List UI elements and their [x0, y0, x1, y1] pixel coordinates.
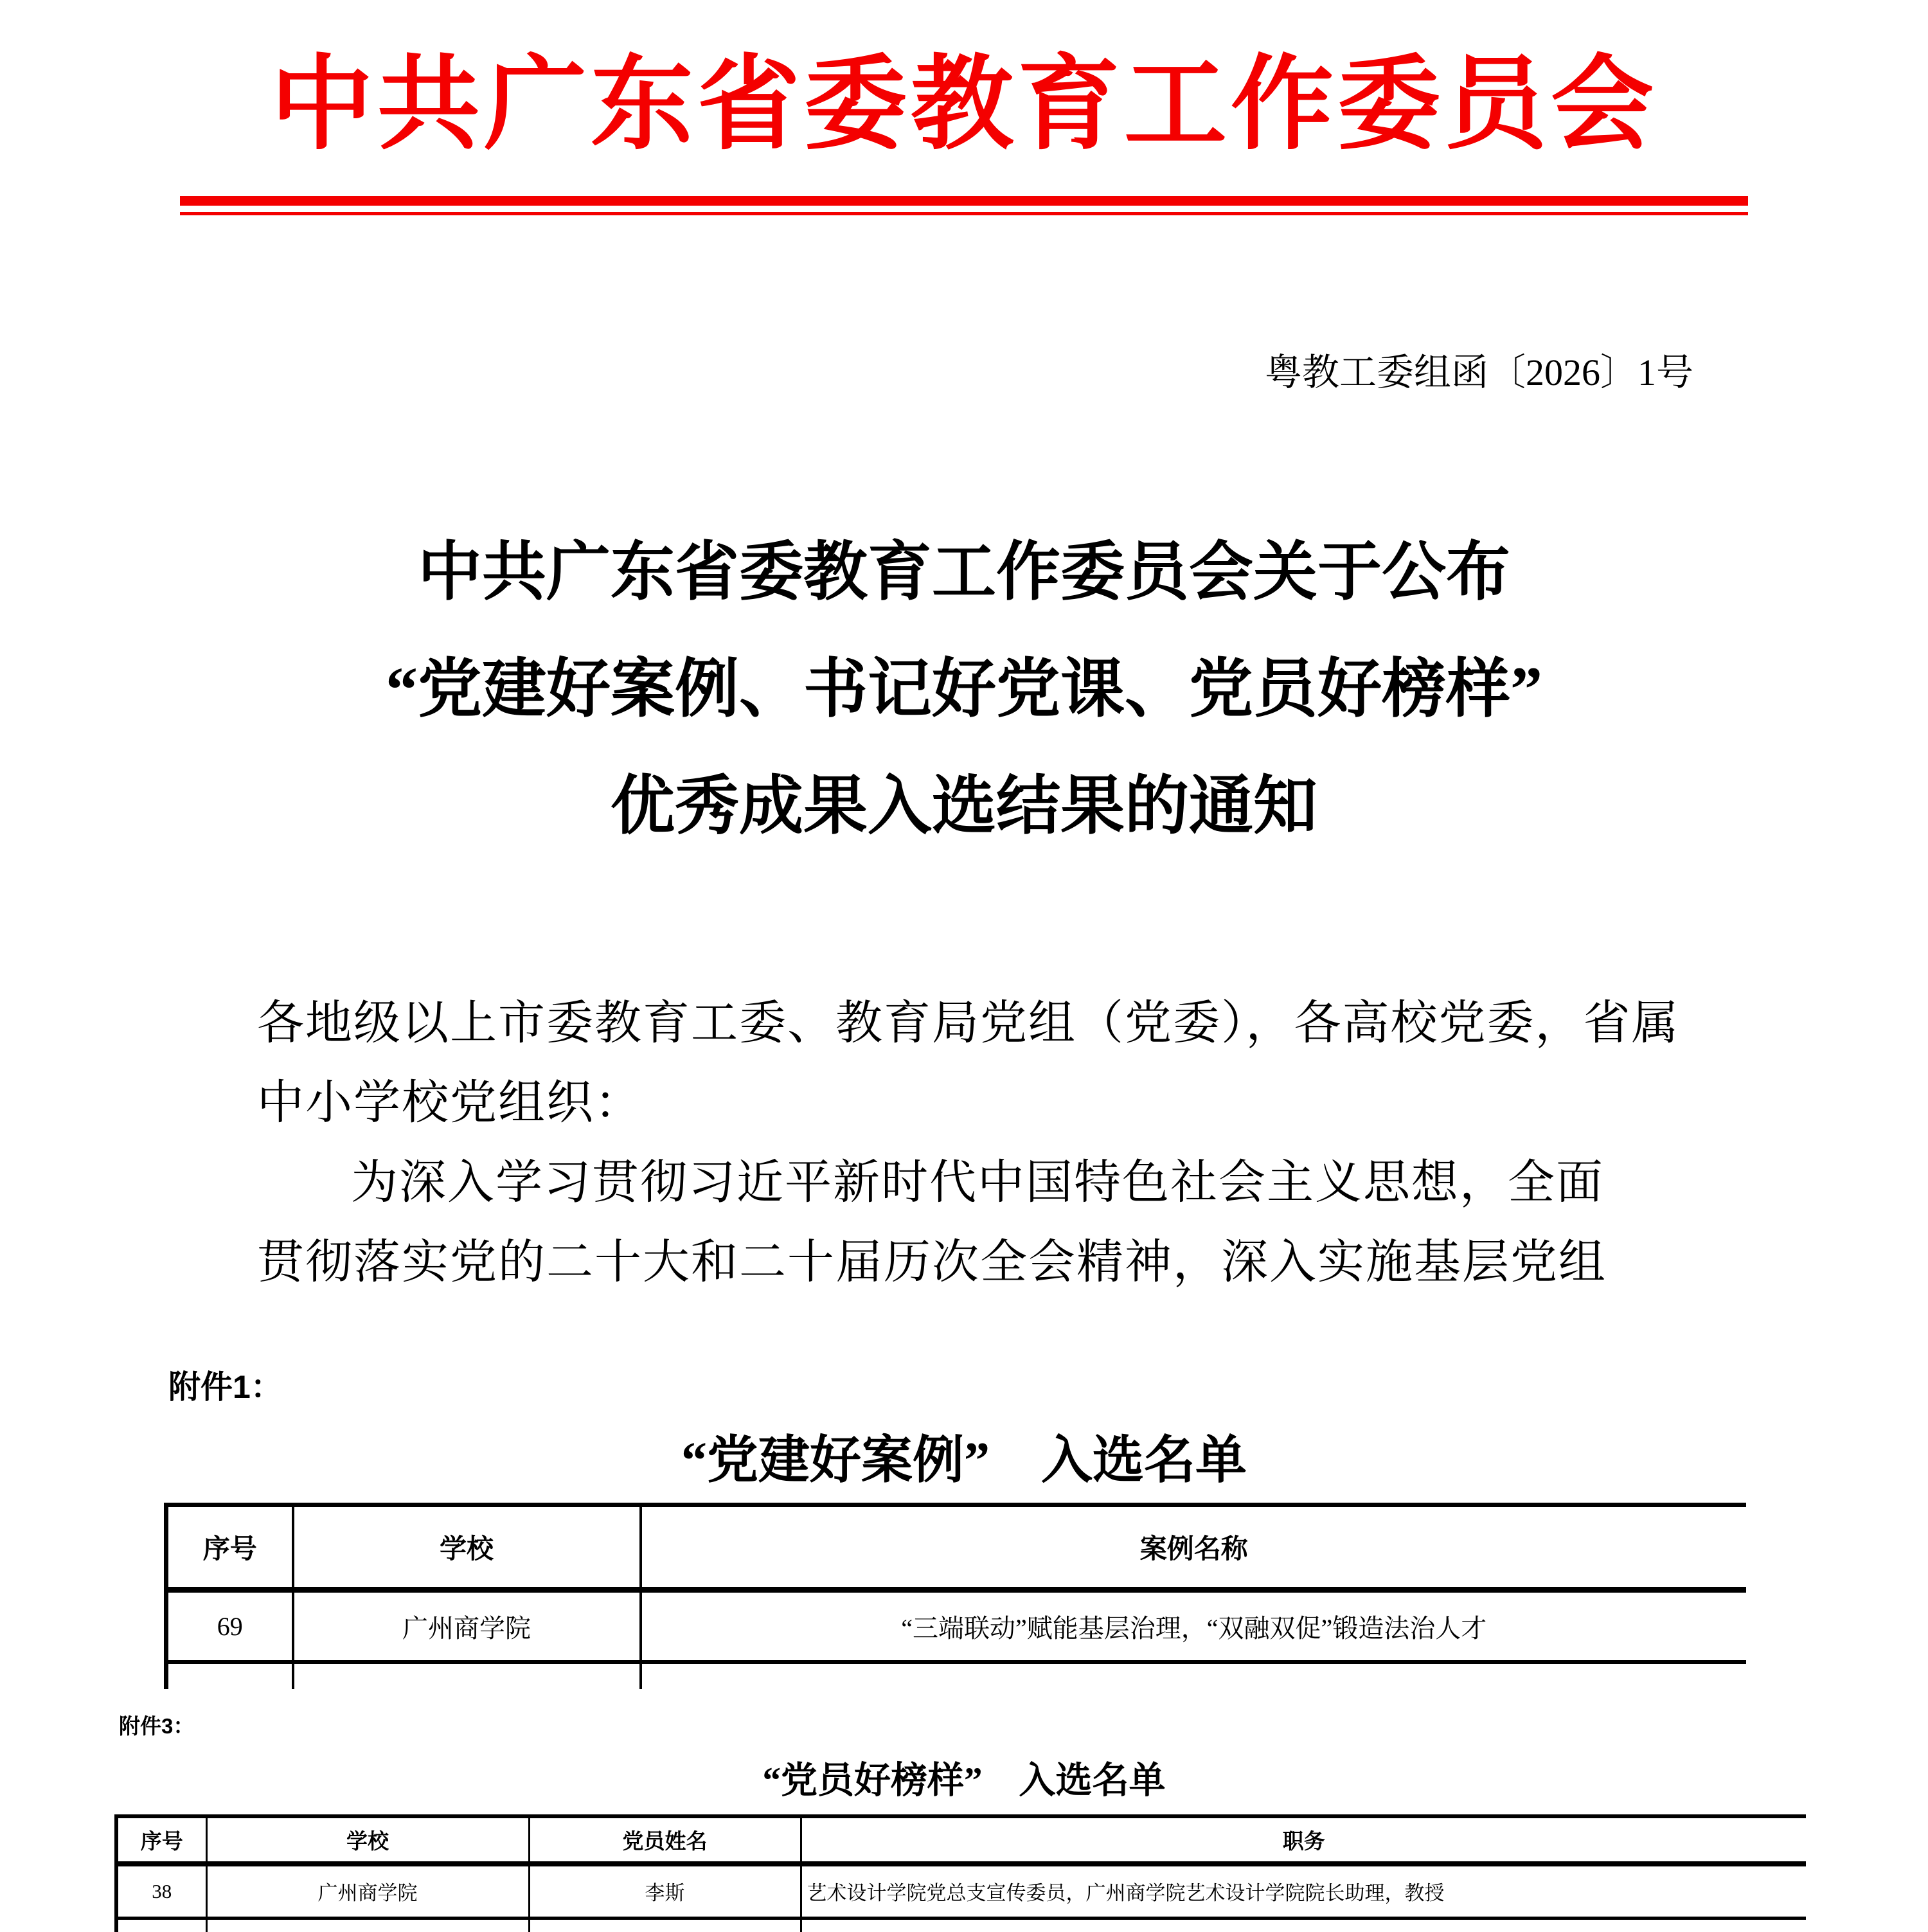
notice-title-line-2: “党建好案例、书记好党课、党员好榜样”: [386, 654, 1542, 725]
notice-body: [257, 983, 1735, 1302]
letterhead-rule-thin: [180, 212, 1748, 215]
table-header-cell: 学校: [206, 1816, 529, 1864]
table-header-cell: 序号: [116, 1816, 206, 1864]
notice-title: [0, 514, 1928, 865]
table-header-cell: 职务: [801, 1816, 1806, 1864]
table-header-cell: 学校: [293, 1505, 641, 1590]
table-cell-duty: 艺术设计学院党总支宣传委员，广州商学院艺术设计学院院长助理，教授: [801, 1864, 1806, 1918]
notice-title-line-1: 中共广东省委教育工作委员会关于公布: [418, 537, 1510, 608]
doc-number: 粤教工委组函〔2026〕1号: [1264, 352, 1693, 393]
table-cell-school: 广州商学院: [206, 1864, 529, 1918]
table-cell-index: 38: [116, 1864, 206, 1918]
table-header-row: [166, 1505, 1747, 1590]
letterhead-org-title: 中共广东省委教育工作委员会: [270, 48, 1657, 162]
body-paragraph-line: 贯彻落实党的二十大和二十届历次全会精神，深入实施基层党组: [257, 1236, 1607, 1288]
table-header-cell: 案例名称: [641, 1505, 1747, 1590]
attachment1-table-title: “党建好案例” 入选名单: [681, 1433, 1247, 1489]
table-row: [116, 1864, 1806, 1918]
table-cell-school: 广州商学院: [293, 1590, 641, 1662]
attachment1-label: 附件1：: [168, 1369, 283, 1405]
table-header-row: [116, 1816, 1806, 1864]
attachment3-label: 附件3：: [119, 1714, 195, 1738]
table-header-cell: 党员姓名: [529, 1816, 801, 1864]
table-row-partial: [116, 1918, 1806, 1932]
table-row: [166, 1590, 1747, 1662]
table-header-cell: 序号: [166, 1505, 293, 1590]
table-cell-member-name: 李斯: [529, 1864, 801, 1918]
table-cell-case-name: “三端联动”赋能基层治理，“双融双促”锻造法治人才: [641, 1590, 1747, 1662]
salutation-line: 各地级以上市委教育工委、教育局党组（党委），各高校党委，省属: [257, 997, 1680, 1049]
salutation-line: 中小学校党组织：: [257, 1077, 643, 1129]
attachment3-table: [114, 1814, 1806, 1932]
table-row-partial: [166, 1662, 1747, 1690]
attachment1-table: [164, 1503, 1746, 1689]
attachment3-table-title: “党员好榜样” 入选名单: [762, 1760, 1166, 1801]
body-paragraph-line: 为深入学习贯彻习近平新时代中国特色社会主义思想，全面: [351, 1156, 1604, 1208]
table-cell-index: 69: [166, 1590, 293, 1662]
notice-title-line-3: 优秀成果入选结果的通知: [611, 771, 1317, 842]
letterhead-rule-thick: [180, 196, 1748, 206]
